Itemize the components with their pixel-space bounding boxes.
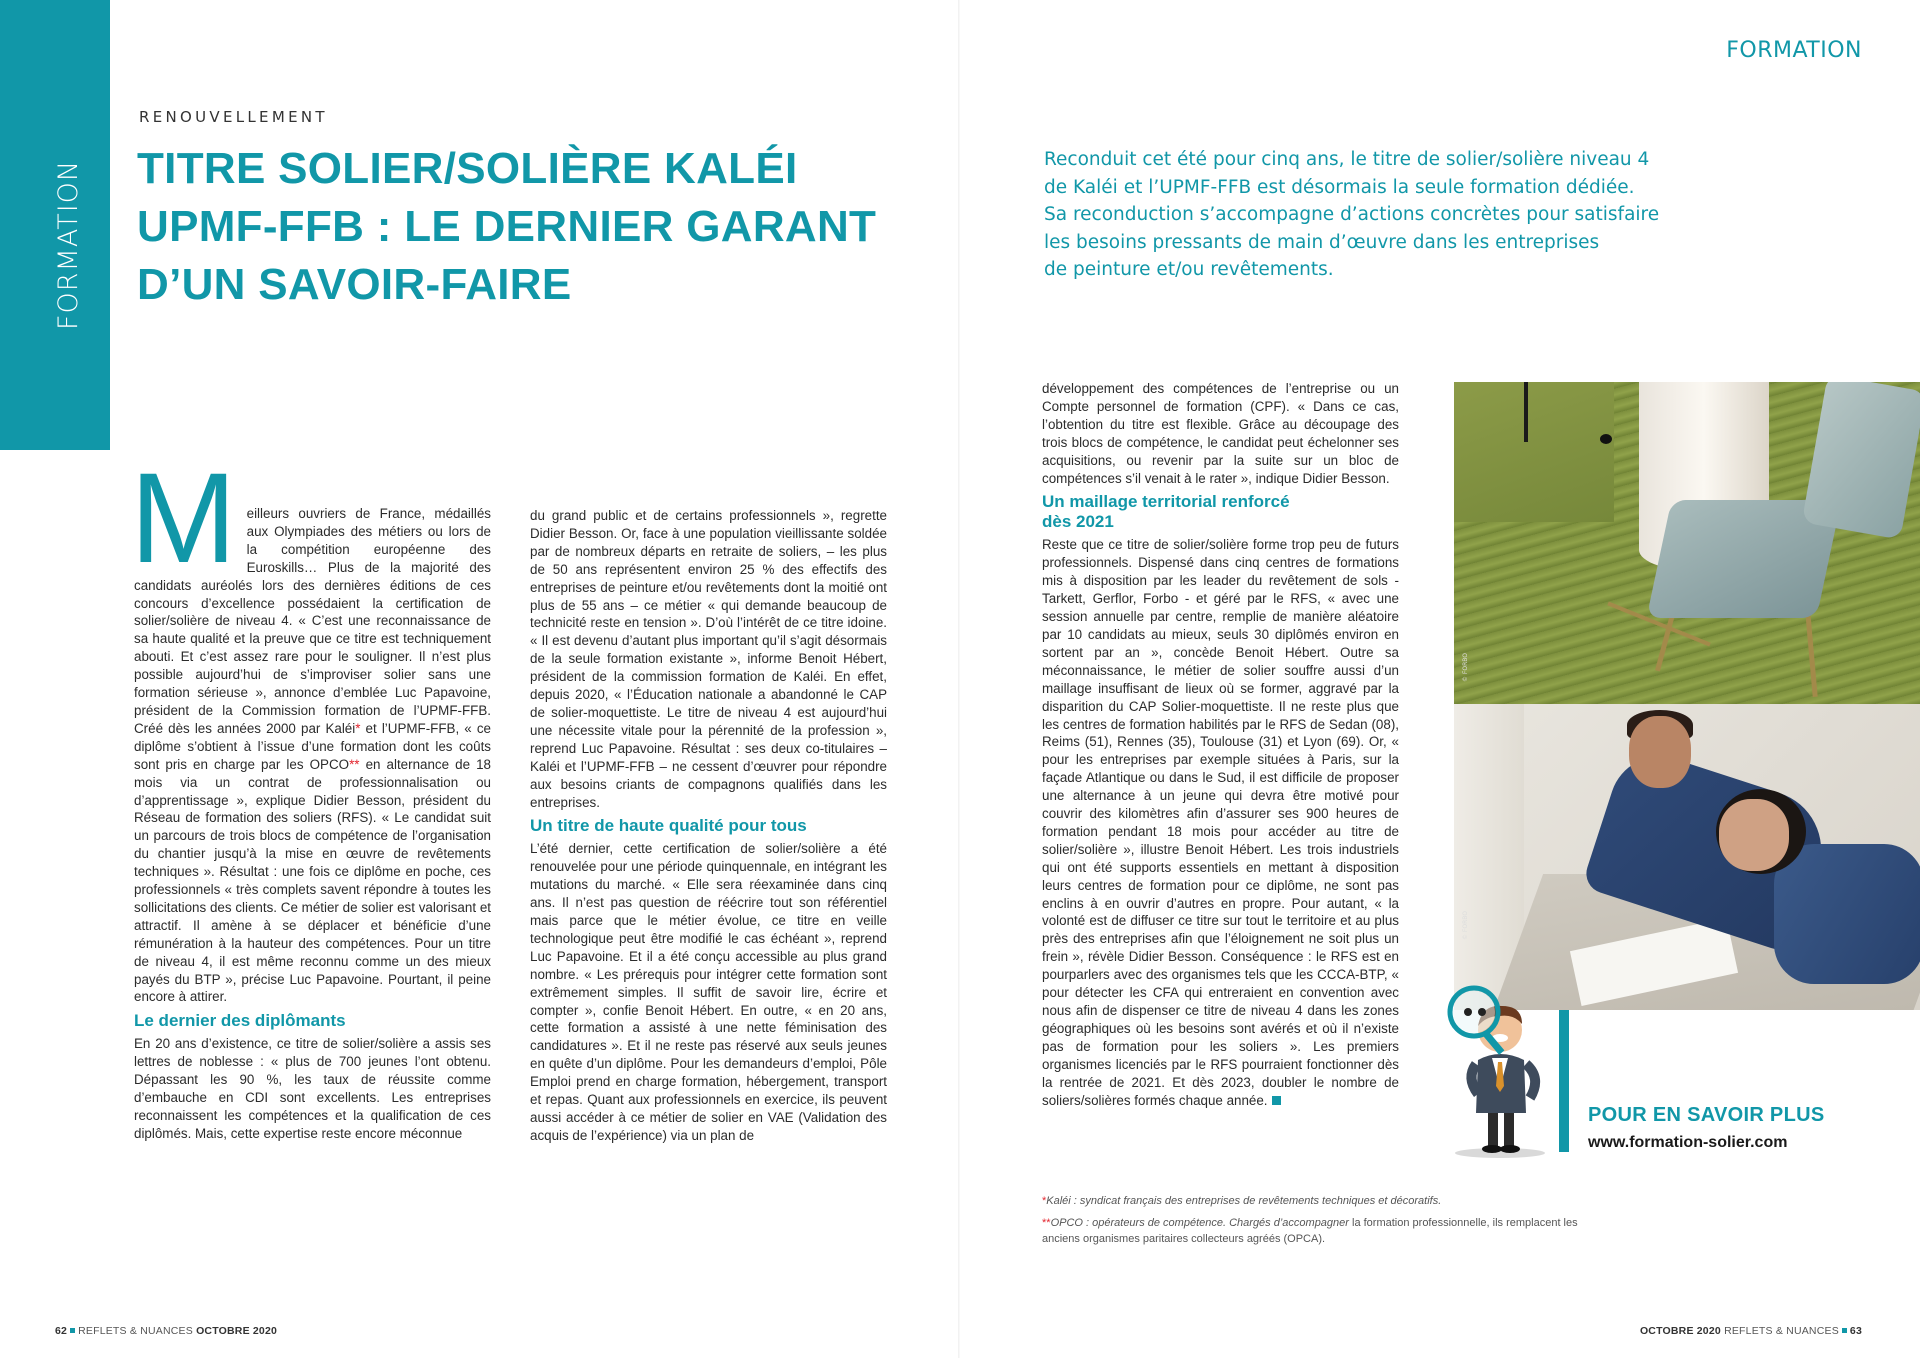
magnifier-mascot-icon: [1430, 968, 1565, 1158]
paragraph: du grand public et de certains professionnels », regrette Didier Besson. Or, face à une population vieillissante soldée par de nombreux départs en retraite de soliers, – les plus de 50 ans représentent environ 25 % des effectifs des entreprises de peinture et/ou revêtements dont la moitié ont plus de 55 ans – ce métier « qui demande beaucoup de technicité reste en tension ». D’où l’intérêt de ce titre idoine. « Il est devenu d’autant plus important qu’il s’agit désormais de la seule formation existante », informe Benoit Hébert, président de la commission formation de Kaléi. En effet, depuis 2020, « l’Éducation nationale a abandonné le CAP de solier-moquettiste. Le titre de niveau 4 est aujourd’hui une nécessite vitale pour la pérennité de la profession », reprend Luc Papavoine. Résultat : ses deux co-titulaires – Kaléi et l’UPMF-FFB – ne cessent d’œuvrer pour répondre aux besoins criants de compagnons qualifiés dans les entreprises.: [530, 508, 887, 810]
subheading: Le dernier des diplômants: [134, 1011, 346, 1031]
photo-credit: © FORBO: [1462, 653, 1469, 682]
footnote-mark: *: [355, 720, 361, 736]
paragraph: L’été dernier, cette certification de solier/solière a été renouvelée pour une période quinquennale, en intégrant les mutations du marché. « Elle sera réexaminée dans cinq ans. Il n’est pas question de réécrire tout son référentiel mais parce que le métier évolue, ce titre en veille technologique peut être modifié le cas échéant », reprend Luc Papavoine. Et il a été conçu accessible au plus grand nombre. « Les prérequis pour intégrer cette formation sont extrêmement simples. Il suffit de savoir lire, écrire et compter », confie Benoit Hébert. En outre, « en 20 ans, cette formation a assisté à une nette féminisation des candidatures ». Et il ne reste pas réservé aux seuls jeunes en quête d’un diplôme. Pour les demandeurs d’emploi, Pôle Emploi prend en charge formation, hébergement, transport et repas. Quant aux professionnels en exercice, ils peuvent aussi accéder à ce métier de solier en VAE (Validation des acquis de l’expérience) via un plan de: [530, 841, 887, 1143]
info-url-link[interactable]: www.formation-solier.com: [1588, 1134, 1788, 1151]
headline-line: UPMF-FFB : LE DERNIER GARANT: [137, 202, 877, 251]
section-tab-label: FORMATION: [53, 159, 84, 330]
paragraph: En 20 ans d’existence, ce titre de solier/solière a assis ses lettres de noblesse : « plus de 700 jeunes l’ont obtenu. Dépassant les 90 %, les taux de réussite comme d’embauche en CDI sont excellents. Les entreprises reconnaissent les compétences et la qualification de ces diplômés. Mais, cette expertise reste encore méconnue: [134, 1036, 491, 1141]
subheading: Un maillage territorial renforcé dès 2021: [1042, 492, 1290, 532]
folio-right: OCTOBRE 2020 REFLETS & NUANCES 63: [1639, 1325, 1862, 1337]
photo-credit: © FORBO: [1462, 911, 1469, 940]
paragraph: eilleurs ouvriers de France, médaillés aux Olympiades des métiers ou lors de la compétition européenne des Euroskills… Plus de la majorité des candidats auréolés lors des dernières éditions de ces concours d’excellence possédaient la certification de solier/solière de niveau 4. « C’est une reconnaissance de sa haute qualité et la preuve que ce titre est techniquement abouti. Et c’est assez rare pour le souligner. Il n’est plus possible aujourd’hui de s’improviser solier sans une formation sérieuse », annonce d’emblée Luc Papavoine, président de la Commission formation de l’UPMF-FFB. Créé dès les années 2000 par Kaléi* et l’UPMF-FFB, « ce diplôme s’obtient à l’issue d’une formation dont les coûts sont pris en charge par les OPCO** en alternance de 18 mois via un contrat de professionnalisation ou d’apprentissage », explique Didier Besson, président du Réseau de formation des soliers (RFS). « Le candidat suit un parcours de trois blocs de compétence de l’organisation du chantier jusqu’à la mise en œuvre de revêtements techniques ». Résultat : une fois ce diplôme en poche, ces professionnels « très complets savent répondre à toutes les sollicitations des clients. Ce métier de solier est valorisant et attractif. Il amène à se déplacer et bénéficie d’une rémunération à la hauteur des compétences. Pour un titre de niveau 4, il est même reconnu comme un des mieux payés du BTP », précise Luc Papavoine. Pourtant, il peine encore à attirer.: [134, 506, 491, 1005]
footnote: *Kaléi : syndicat français des entreprises de revêtements techniques et décoratifs.: [1042, 1195, 1442, 1207]
folio-left: 62 REFLETS & NUANCES OCTOBRE 2020: [55, 1325, 278, 1337]
footnote: **OPCO : opérateurs de compétence. Chargés d’accompagner la formation professionnelle, ils remplacent les anciens organismes paritaires collecteurs agréés (OPCA).: [1042, 1217, 1578, 1245]
end-mark-icon: [1272, 1096, 1281, 1105]
text-column-3: [1042, 380, 1399, 1109]
subheading: Un titre de haute qualité pour tous: [530, 816, 807, 836]
page-fold: [958, 0, 960, 1358]
photo-floor-installers: [1454, 704, 1920, 1010]
section-rubric: FORMATION: [1726, 38, 1862, 63]
paragraph: développement des compétences de l’entreprise ou un Compte personnel de formation (CPF). « Dans ce cas, l’obtention du titre est flexible. Grâce au découpage des trois blocs de compétence, le candidat peut échelonner ses acquisitions, ou revenir par la suite sur un bloc de compétences s’il venait à le rater », indique Didier Besson.: [1042, 381, 1399, 486]
text-column-1: [130, 447, 491, 1143]
footnote-mark: **: [349, 756, 360, 772]
drop-cap: M: [130, 447, 237, 590]
article-headline: [137, 140, 877, 314]
article-kicker: RENOUVELLEMENT: [139, 108, 328, 126]
headline-line: D’UN SAVOIR-FAIRE: [137, 260, 572, 309]
article-lead: Reconduit cet été pour cinq ans, le titre de solier/solière niveau 4 de Kaléi et l’UPMF-FFB est désormais la seule formation dédiée. Sa reconduction s’accompagne d’actions concrètes pour satisfaire les besoins pressants de main d’œuvre dans les entreprises de peinture et/ou revêtements.: [1044, 149, 1660, 280]
paragraph: Reste que ce titre de solier/solière forme trop peu de futurs professionnels. Dispensé dans cinq centres de formations mis à disposition par les leader du revêtement de sols - Tarkett, Gerflor, Forbo - et géré par le RFS, « avec une session annuelle par centre, remplie de manière aléatoire par 10 candidats au mieux, seuls 30 diplômés environ en sortent par an », concède Benoit Hébert. Outre sa méconnaissance, le métier de solier souffre aussi d’un maillage insuffisant de lieux où se former, aggravé par la disparition du CAP Solier-moquettiste. Il ne reste plus que les centres de formation habilités par le RFS de Sedan (08), Reims (51), Rennes (35), Toulouse (31) et Lyon (69). Or, « pour les entreprises par exemple situées à Paris, sur la façade Atlantique ou dans le Sud, il est difficile de proposer une alternance à un jeune qui devra être motivé pour couvrir des kilomètres afin d’assurer ses 900 heures de formation pendant 18 mois pour accéder au titre de solier/solière », illustre Benoit Hébert. Les trois industriels qui ont été supports essentiels en mettant à disposition leurs centres de formation pour ce diplôme, ne sont pas enclins à en ouvrir d’autres en propre. Pour autant, « la volonté est de diffuser ce titre sur tout le territoire et au plus près des entreprises afin que l’éloignement ne soit plus un frein », révèle Didier Besson. Conséquence : le RFS est en pourparlers avec des organismes tels que les CCCA-BTP, « pour détecter les CFA qui entreraient en convention avec nous afin de dispenser ce titre de niveau 4 dans les zones géographiques où les besoins sont avérés et où il n’existe pas de formation pour les soliers ». Les premiers organismes licenciés par le RFS pourraient fonctionner dès la rentrée de 2021. Et dès 2023, doubler le nombre de soliers/solières formés chaque année.: [1042, 537, 1399, 1108]
info-title: POUR EN SAVOIR PLUS: [1588, 1104, 1825, 1126]
section-tab: [0, 0, 110, 450]
text-column-2: [530, 507, 887, 1145]
info-accent-bar: [1559, 1010, 1569, 1152]
photo-flooring-chair: [1454, 382, 1920, 704]
headline-line: TITRE SOLIER/SOLIÈRE KALÉI: [137, 144, 798, 193]
footnotes: [1042, 1193, 1582, 1253]
